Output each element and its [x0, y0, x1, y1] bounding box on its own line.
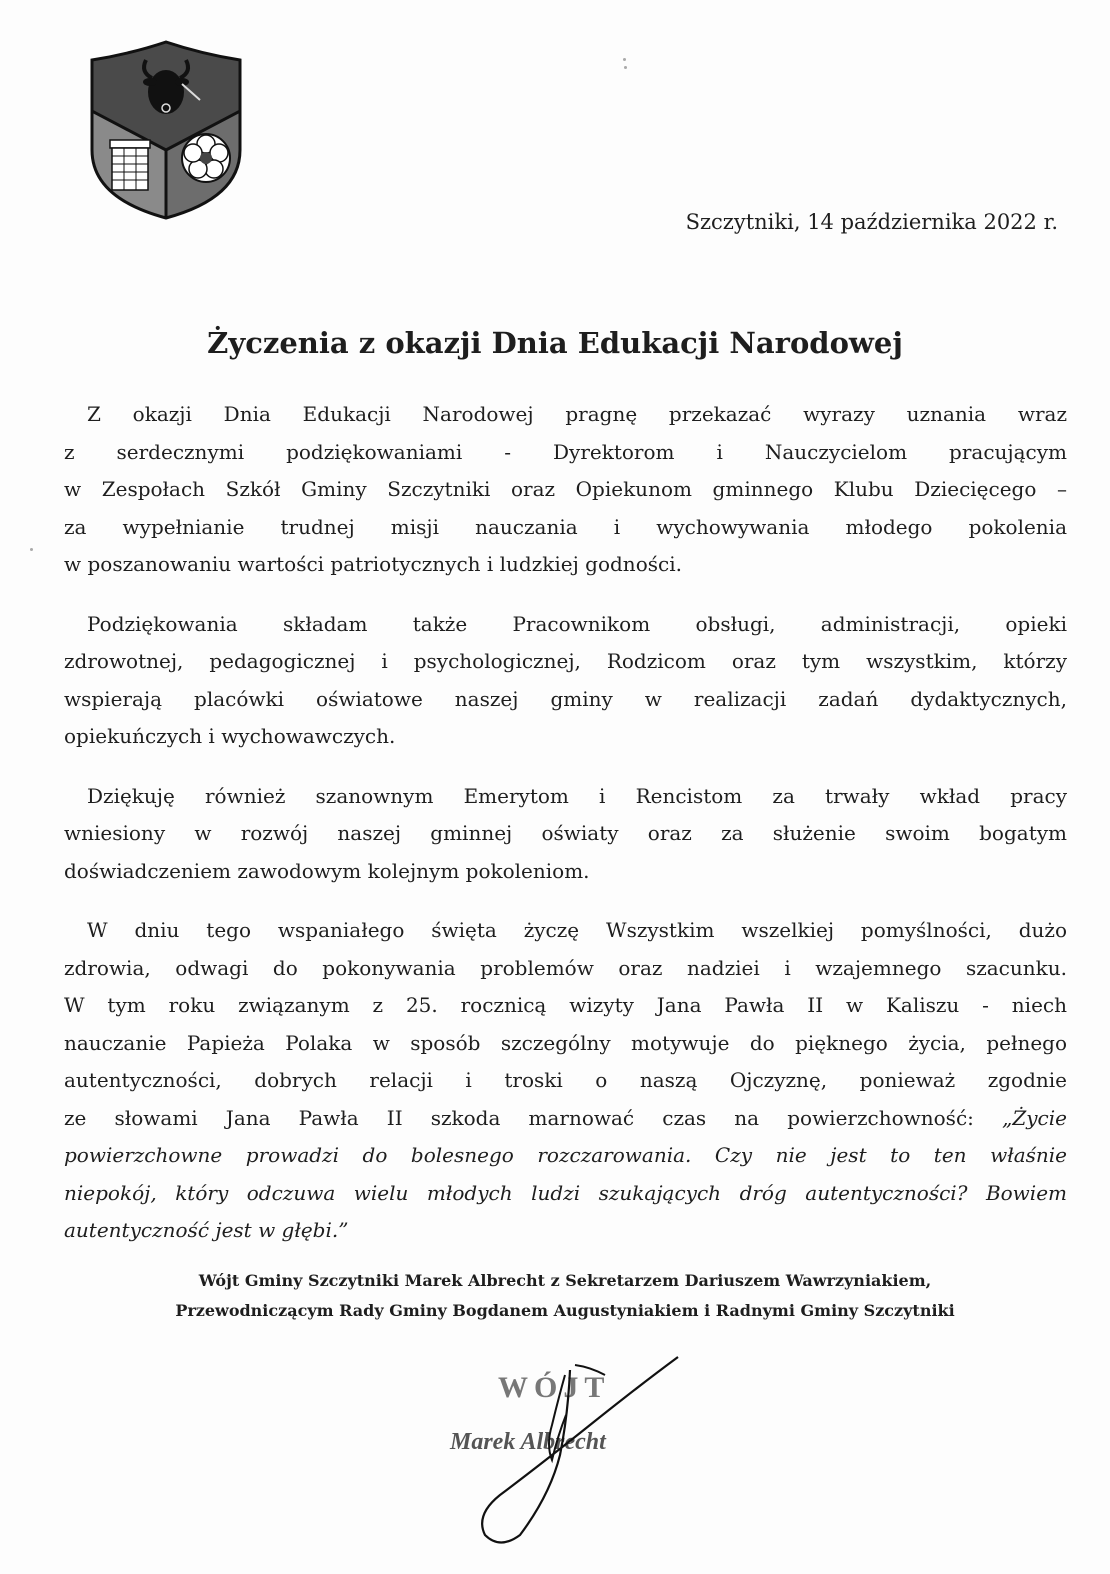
paragraph	[64, 778, 1067, 891]
paragraph	[64, 606, 1067, 756]
quote-line: powierzchowne prowadzi do bolesnego rozczarowania. Czy nie jest to ten właśnie	[64, 1143, 1067, 1167]
signatory-line: Przewodniczącym Rady Gminy Bogdanem Augustyniakiem i Radnymi Gminy Szczytniki	[175, 1301, 955, 1320]
paragraph	[64, 912, 1067, 1250]
stamp-title: WÓJT	[498, 1371, 611, 1404]
text-line: doświadczeniem zawodowym kolejnym pokoleniom.	[64, 858, 590, 883]
text-line: nauczanie Papieża Polaka w sposób szczególny motywuje do pięknego życia, pełnego	[64, 1030, 1067, 1055]
text-segment: ze słowami Jana Pawła II szkoda marnować czas na powierzchowność:	[64, 1105, 1002, 1130]
coat-of-arms-icon	[90, 40, 242, 220]
text-line: W dniu tego wspaniałego święta życzę Wszystkim wszelkiej pomyślności, dużo	[87, 918, 1067, 942]
text-line: w poszanowaniu wartości patriotycznych i ludzkiej godności.	[64, 552, 682, 576]
text-line: Z okazji Dnia Edukacji Narodowej pragnę przekazać wyrazy uznania wraz	[87, 402, 1067, 426]
text-line: zdrowotnej, pedagogicznej i psychologicznej, Rodzicom oraz tym wszystkim, którzy	[64, 649, 1067, 673]
text-line: w Zespołach Szkół Gminy Szczytniki oraz Opiekunom gminnego Klubu Dziecięcego –	[64, 477, 1067, 501]
text-line: opiekuńczych i wychowawczych.	[64, 724, 396, 748]
text-line: wniesiony w rozwój naszej gminnej oświaty oraz za służenie swoim bogatym	[64, 821, 1067, 845]
text-line: Dziękuję również szanownym Emerytom i Rencistom za trwały wkład pracy	[87, 783, 1067, 808]
quote-line: niepokój, który odczuwa wielu młodych ludzi szukających dróg autentyczności? Bowiem	[64, 1180, 1067, 1205]
signatories	[0, 1266, 1110, 1326]
text-line: W tym roku związanym z 25. rocznicą wizyty Jana Pawła II w Kaliszu - niech	[64, 993, 1067, 1017]
signatory-line: Wójt Gminy Szczytniki Marek Albrecht z Sekretarzem Dariuszem Wawrzyniakiem,	[198, 1271, 932, 1290]
text-line: za wypełnianie trudnej misji nauczania i wychowywania młodego pokolenia	[64, 514, 1067, 539]
text-line: autentyczności, dobrych relacji i troski o naszą Ojczyznę, ponieważ zgodnie	[64, 1068, 1067, 1092]
stamp-name: Marek Albrecht	[450, 1429, 606, 1455]
text-line	[64, 1100, 1067, 1138]
text-line: Podziękowania składam także Pracownikom obsługi, administracji, opieki	[87, 611, 1067, 636]
tower-icon	[110, 140, 150, 190]
quote-segment: „Życie	[1002, 1105, 1067, 1130]
text-line: wspierają placówki oświatowe naszej gminy w realizacji zadań dydaktycznych,	[64, 686, 1067, 711]
rose-icon	[182, 134, 230, 182]
paragraph	[64, 396, 1067, 584]
quote-line: autentyczność jest w głębi.”	[64, 1218, 349, 1242]
letter-title: Życzenia z okazji Dnia Edukacji Narodowej	[207, 326, 903, 360]
letter-date: Szczytniki, 14 października 2022 r.	[685, 210, 1058, 234]
text-line: z serdecznymi podziękowaniami - Dyrektorom i Nauczycielom pracującym	[64, 439, 1067, 464]
text-line: zdrowia, odwagi do pokonywania problemów oraz nadziei i wzajemnego szacunku.	[64, 955, 1067, 980]
letter-body	[64, 396, 1067, 1250]
signature-stamp	[440, 1345, 680, 1555]
